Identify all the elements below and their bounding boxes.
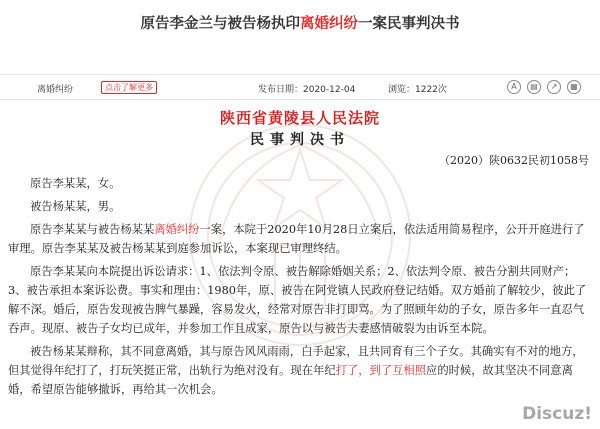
case-number: （2020）陕0632民初1058号 bbox=[439, 154, 589, 167]
publish-date: 发布日期：2020-12-04 bbox=[258, 85, 356, 95]
plaintiff-claims-paragraph: 原告李某某向本院提出诉讼请求：1、依法判令原、被告解除婚姻关系；2、依法判令原、被告分割共同财产；3、被告承担本案诉讼费。事实和理由：1980年，原、被告在阿党镇人民政府登记结婚。双方婚前了解较少，彼此了解不深。婚后，原告发现被告脾气暴躁，容易发火，经常对原告非打即骂。为了照顾年幼的子女，原告多年一直忍气吞声。现原、被告子女均已成年，并参加工作且成家，原告以与被告夫妻感情破裂为由诉至本院。 bbox=[8, 265, 587, 335]
discuz-logo: Discuz! bbox=[522, 404, 592, 424]
qr-code-icon[interactable]: ▦ bbox=[567, 80, 581, 94]
title-keyword-link[interactable]: 离婚纠纷 bbox=[300, 16, 358, 32]
defendant-reply-text-b: 应的时候，故其坚决不同意离婚，希望原告能够撤诉，再给其一次机会。 bbox=[8, 364, 573, 396]
inline-hover-link[interactable]: 打了，到了互相照 bbox=[335, 364, 427, 377]
page-title bbox=[0, 12, 600, 33]
category-label: 离婚纠纷 bbox=[37, 85, 74, 95]
case-intro-text-a: 原告李某某与被告杨某某 bbox=[30, 223, 155, 236]
title-suffix: 一案民事判决书 bbox=[358, 16, 460, 32]
plaintiff-line: 原告李某某，女。 bbox=[30, 177, 121, 190]
meta-bar bbox=[0, 74, 600, 100]
judgment-body bbox=[8, 174, 592, 399]
defendant-reply-paragraph bbox=[8, 342, 592, 399]
font-size-icon[interactable]: A bbox=[507, 80, 521, 94]
share-icon[interactable]: ↗ bbox=[547, 80, 561, 94]
document-type: 民事判决书 bbox=[250, 132, 350, 148]
case-intro-text-b: 一案，本院于2020年10月28日立案后，依法适用简易程序，公开开庭进行了审理。原告李某某及被告杨某某到庭参加诉讼，本案现已审理终结。 bbox=[8, 223, 585, 255]
title-prefix: 原告李金兰与被告杨执印 bbox=[140, 16, 300, 32]
print-icon[interactable]: ▤ bbox=[527, 80, 541, 94]
court-name: 陕西省黄陵县人民法院 bbox=[219, 109, 380, 127]
keyword-link[interactable]: 离婚纠纷 bbox=[154, 223, 200, 236]
defendant-reply-text-a: 被告杨某某辩称，其不同意离婚，其与原告风风雨雨，白手起家，且共同育有三个子女。其确实有不对的地方，但其觉得年纪打了，打玩笑挺正常，出轨行为绝对没有。现在年纪 bbox=[8, 345, 584, 377]
defendant-line: 被告杨某某，男。 bbox=[30, 200, 121, 213]
case-intro-paragraph bbox=[8, 220, 592, 258]
learn-more-button[interactable]: 点击了解更多 bbox=[101, 81, 157, 94]
view-count: 浏览：1222次 bbox=[388, 85, 447, 95]
